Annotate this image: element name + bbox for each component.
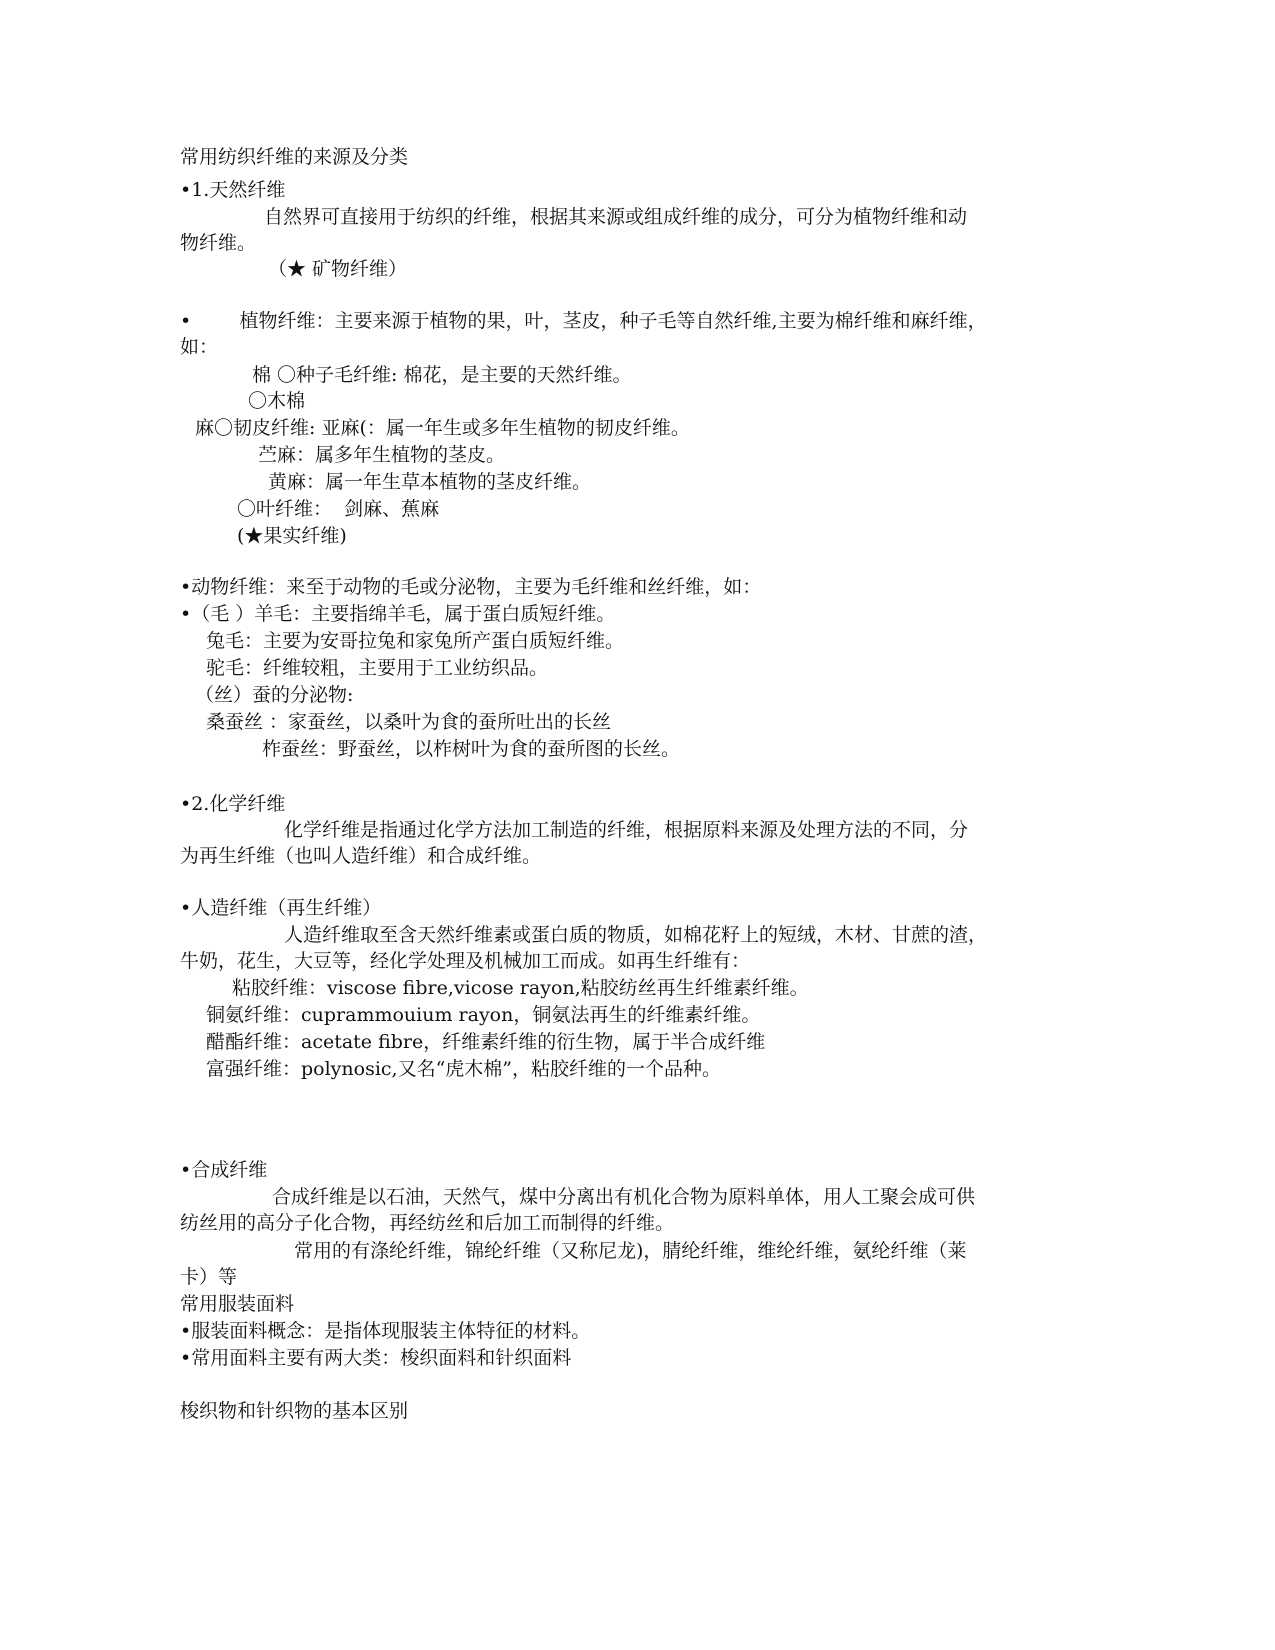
text-line: •服装面料概念：是指体现服装主体特征的材料。 bbox=[180, 1320, 591, 1342]
text-line: 自然界可直接用于纺织的纤维，根据其来源或组成纤维的成分，可分为植物纤维和动 bbox=[264, 206, 968, 228]
text-line: •（毛 ）羊毛：主要指绵羊毛，属于蛋白质短纤维。 bbox=[180, 603, 616, 625]
text-line: 棉 〇种子毛纤维: 棉花，是主要的天然纤维。 bbox=[252, 364, 632, 386]
section-heading-natural-fiber: •1.天然纤维 bbox=[180, 179, 286, 201]
bullet-synthetic-fiber: •合成纤维 bbox=[180, 1159, 268, 1181]
bullet-plant-fiber: • 植物纤维：主要来源于植物的果，叶，茎皮，种子毛等自然纤维,主要为棉纤维和麻纤维， bbox=[180, 310, 987, 332]
text-line: 卡）等 bbox=[180, 1266, 238, 1288]
text-line: 〇木棉 bbox=[248, 390, 306, 412]
text-line: 如： bbox=[180, 336, 219, 358]
text-line: •常用面料主要有两大类：梭织面料和针织面料 bbox=[180, 1347, 572, 1369]
text-line: 化学纤维是指通过化学方法加工制造的纤维，根据原料来源及处理方法的不同，分 bbox=[284, 819, 969, 841]
text-line: 富强纤维：polynosic,又名“虎木棉”，粘胶纤维的一个品种。 bbox=[206, 1058, 722, 1080]
text-line: (★果实纤维) bbox=[237, 525, 347, 547]
text-line: 人造纤维取至含天然纤维素或蛋白质的物质，如棉花籽上的短绒，木材、甘蔗的渣， bbox=[284, 924, 988, 946]
text-line: 驼毛：纤维较粗，主要用于工业纺织品。 bbox=[206, 657, 549, 679]
section-heading-chemical-fiber: •2.化学纤维 bbox=[180, 793, 286, 815]
text-line: 黄麻：属一年生草本植物的茎皮纤维。 bbox=[268, 471, 592, 493]
text-line: 牛奶，花生，大豆等，经化学处理及机械加工而成。如再生纤维有： bbox=[180, 950, 751, 972]
text-line: 常用的有涤纶纤维，锦纶纤维（又称尼龙)，腈纶纤维，维纶纤维，氨纶纤维（莱 bbox=[294, 1240, 967, 1262]
doc-title: 常用纺织纤维的来源及分类 bbox=[180, 146, 409, 168]
text-line: 桑蚕丝 ：家蚕丝，以桑叶为食的蚕所吐出的长丝 bbox=[206, 711, 612, 733]
text-line: 醋酯纤维：acetate fibre，纤维素纤维的衍生物，属于半合成纤维 bbox=[206, 1031, 766, 1053]
text-line: （★ 矿物纤维） bbox=[268, 258, 408, 280]
text-line: 铜氨纤维：cuprammouium rayon，铜氨法再生的纤维素纤维。 bbox=[206, 1004, 761, 1026]
text-line: 麻〇韧皮纤维: 亚麻(：属一年生或多年生植物的韧皮纤维。 bbox=[195, 417, 690, 439]
text-line: 物纤维。 bbox=[180, 232, 257, 254]
text-line: 为再生纤维（也叫人造纤维）和合成纤维。 bbox=[180, 845, 542, 867]
text-line: （丝）蚕的分泌物: bbox=[195, 684, 354, 706]
text-line: 〇叶纤维： 剑麻、蕉麻 bbox=[237, 498, 440, 520]
section-heading-fabric: 常用服装面料 bbox=[180, 1293, 295, 1315]
text-line: 兔毛：主要为安哥拉兔和家兔所产蛋白质短纤维。 bbox=[206, 630, 625, 652]
text-line: 粘胶纤维：viscose fibre,vicose rayon,粘胶纺丝再生纤维素纤维。 bbox=[232, 977, 809, 999]
bullet-regenerated-fiber: •人造纤维（再生纤维） bbox=[180, 897, 382, 919]
text-line: 纺丝用的高分子化合物，再经纺丝和后加工而制得的纤维。 bbox=[180, 1212, 675, 1234]
text-line: 柞蚕丝：野蚕丝，以柞树叶为食的蚕所图的长丝。 bbox=[262, 738, 681, 760]
bullet-animal-fiber: •动物纤维：来至于动物的毛或分泌物，主要为毛纤维和丝纤维，如： bbox=[180, 576, 762, 598]
section-heading-woven-knit: 梭织物和针织物的基本区别 bbox=[180, 1400, 409, 1422]
text-line: 合成纤维是以石油，天然气，煤中分离出有机化合物为原料单体，用人工聚会成可供 bbox=[272, 1186, 976, 1208]
text-line: 苎麻：属多年生植物的茎皮。 bbox=[258, 444, 506, 466]
